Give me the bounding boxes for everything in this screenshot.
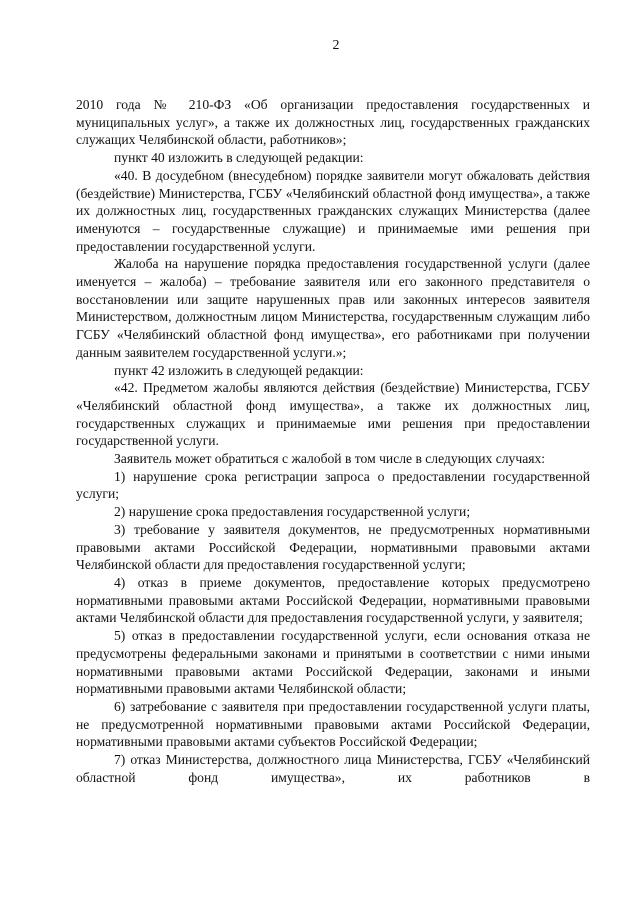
paragraph-complaint-definition: Жалоба на нарушение порядка предоставления государственной услуги (далее именуется – жалоба) – требование заявителя или его законного представителя о восстановлении или защите нарушенных прав или законных интересов заявителя Министерством, должностным лицом Министерства, государственным служащим либо ГСБУ «Челябинский областной фонд имущества», его работниками при получении данным заявителем государственной услуги.»;	[76, 256, 590, 360]
paragraph-case-3: 3) требование у заявителя документов, не предусмотренных нормативными правовыми актами Российской Федерации, нормативными правовыми актами Челябинской области для предоставления государственной услуги;	[76, 521, 590, 573]
paragraph-case-2: 2) нарушение срока предоставления государственной услуги;	[114, 504, 471, 520]
paragraph-case-1: 1) нарушение срока регистрации запроса о предоставлении государственной услуги;	[76, 468, 590, 502]
paragraph-case-4: 4) отказ в приеме документов, предоставление которых предусмотрено нормативными правовыми актами Российской Федерации, нормативными правовыми актами Челябинской области для предоставления государственной услуги, у заявителя;	[76, 574, 590, 626]
paragraph-point-40-intro: пункт 40 изложить в следующей редакции:	[114, 150, 364, 166]
paragraph-case-6: 6) затребование с заявителя при предоставлении государственной услуги платы, не предусмотренной нормативными правовыми актами Российской Федерации, нормативными правовыми актами субъектов Российской Федерации;	[76, 698, 590, 750]
paragraph-cases-intro: Заявитель может обратиться с жалобой в том числе в следующих случаях:	[114, 451, 546, 467]
paragraph-point-42: «42. Предметом жалобы являются действия (бездействие) Министерства, ГСБУ «Челябинский областной фонд имущества», а также их должностных лиц, государственных служащих и принимаемые ими решения при предоставлении государственной услуги.	[76, 380, 590, 449]
paragraph-point-42-intro: пункт 42 изложить в следующей редакции:	[114, 362, 364, 378]
paragraph-case-7: 7) отказ Министерства, должностного лица Министерства, ГСБУ «Челябинский областной фонд имущества», их работников в	[76, 752, 590, 785]
page-number: 2	[332, 38, 340, 53]
paragraph-case-5: 5) отказ в предоставлении государственной услуги, если основания отказа не предусмотрены федеральными законами и принятыми в соответствии с ними иными нормативными правовыми актами Российской Федерации, законами и иными нормативными правовыми актами Челябинской области;	[76, 628, 590, 697]
document-body	[76, 96, 590, 786]
paragraph-point-40: «40. В досудебном (внесудебном) порядке заявители могут обжаловать действия (бездействие) Министерства, ГСБУ «Челябинский областной фонд имущества», а также их должностных лиц, государственных гражданских служащих Министерства (далее именуются – государственные служащие) и принимаемые ими решения при предоставлении государственной услуги.	[76, 167, 590, 254]
paragraph-continuation: 2010 года № 210-ФЗ «Об организации предоставления государственных и муниципальных услуг», а также их должностных лиц, государственных гражданских служащих Челябинской области, работников»;	[76, 97, 590, 148]
